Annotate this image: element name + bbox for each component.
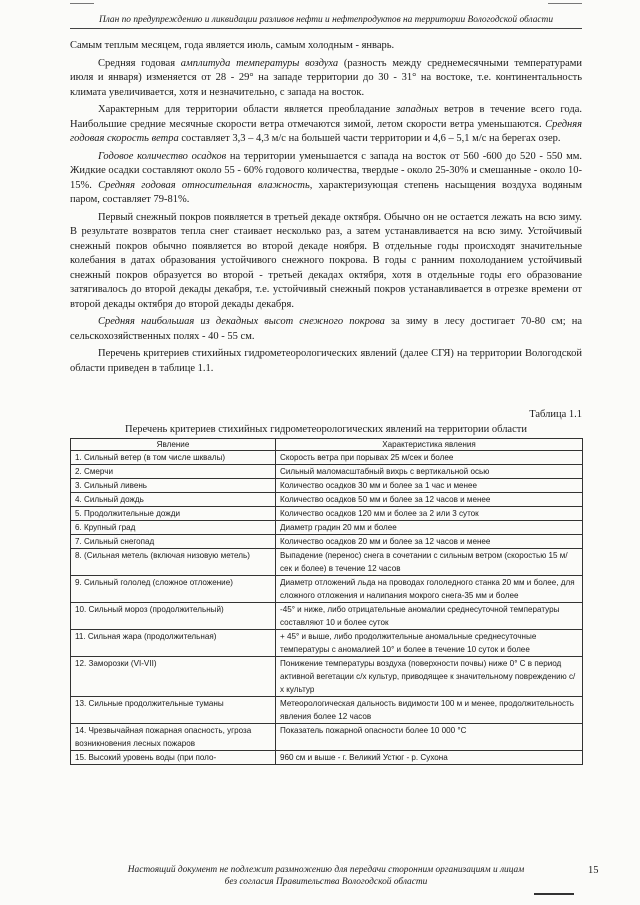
characteristic-cell: Количество осадков 30 мм и более за 1 час и менее	[276, 479, 583, 493]
table-row	[71, 630, 583, 657]
text-run: Перечень критериев стихийных гидрометеорологических явлений (далее СГЯ) на территории Вологодской области приведен в таблице 1.1.	[70, 348, 582, 374]
table-row	[71, 451, 583, 465]
table-row	[71, 507, 583, 521]
italic-run: Средняя наибольшая из декадных высот снежного покрова	[98, 316, 385, 327]
phenomenon-cell: 11. Сильная жара (продолжительная)	[71, 630, 276, 657]
italic-run: амплитуда температуры воздуха	[180, 57, 339, 69]
phenomenon-cell: 10. Сильный мороз (продолжительный)	[71, 603, 276, 630]
text-run: Средняя годовая	[98, 57, 181, 69]
italic-run: Средняя годовая скорость ветра	[70, 118, 582, 144]
footer-line-2: без согласия Правительства Вологодской области	[224, 877, 428, 887]
text-run: ветров в течение всего года. Наибольшие средние месячные скорости ветра отмечаются зимой, летом скорости ветра уменьшаются.	[70, 104, 583, 130]
phenomenon-cell: 15. Высокий уровень воды (при поло-	[71, 751, 276, 765]
phenomenon-cell: 5. Продолжительные дожди	[71, 507, 276, 521]
paragraph	[70, 103, 582, 147]
table-row	[71, 535, 583, 549]
table-row	[71, 603, 583, 630]
body-text	[70, 39, 582, 379]
characteristic-cell: -45° и ниже, либо отрицательные аномалии среднесуточной температуры составляют 10 и более суток	[276, 603, 583, 630]
characteristic-cell: Количество осадков 20 мм и более за 12 часов и менее	[276, 535, 583, 549]
table-row	[71, 724, 583, 751]
table-row	[71, 549, 583, 576]
characteristic-cell: Количество осадков 120 мм и более за 2 или 3 суток	[276, 507, 583, 521]
header-phenomenon: Явление	[71, 439, 276, 451]
text-run: на территории уменьшается с запада на восток от 560 -600 до 520 - 550 мм. Жидкие осадки составляют около 55 - 60% годового количества, твердые - около 25-30% и смешанные - около 10-15%.	[70, 150, 582, 191]
table-row	[71, 479, 583, 493]
table-row	[71, 465, 583, 479]
phenomenon-cell: 4. Сильный дождь	[71, 493, 276, 507]
phenomenon-cell: 9. Сильный гололед (сложное отложение)	[71, 576, 276, 603]
table-caption: Перечень критериев стихийных гидрометеорологических явлений на территории области	[125, 424, 527, 435]
phenomenon-cell: 12. Заморозки (VI-VII)	[71, 657, 276, 697]
characteristic-cell: Диаметр градин 20 мм и более	[276, 521, 583, 535]
phenomenon-cell: 2. Смерчи	[71, 465, 276, 479]
characteristic-cell: Количество осадков 50 мм и более за 12 часов и менее	[276, 493, 583, 507]
paragraph	[70, 315, 582, 344]
phenomenon-cell: 3. Сильный ливень	[71, 479, 276, 493]
characteristic-cell: Диаметр отложений льда на проводах гололедного станка 20 мм и более, для сложного отложения и налипания мокрого снега-35 мм и более	[276, 576, 583, 603]
characteristic-cell: Выпадение (перенос) снега в сочетании с сильным ветром (скоростью 15 м/сек и более) в течение 12 часов	[276, 549, 583, 576]
page-number: 15	[588, 865, 599, 876]
text-run: Самым теплым месяцем, года является июль, самым холодным - январь.	[70, 40, 395, 51]
phenomenon-cell: 8. (Сильная метель (включая низовую метель)	[71, 549, 276, 576]
italic-run: Средняя годовая относительная влажность,	[98, 179, 313, 191]
table-row	[71, 697, 583, 724]
phenomenon-cell: 7. Сильный снегопад	[71, 535, 276, 549]
header-rule	[70, 28, 582, 29]
table-header-row	[71, 439, 583, 451]
paragraph	[70, 57, 582, 101]
scan-mark-top-right	[548, 3, 582, 4]
characteristic-cell: Сильный маломасштабный вихрь с вертикальной осью	[276, 465, 583, 479]
criteria-table	[70, 438, 583, 765]
paragraph	[70, 150, 582, 208]
text-run: характеризующая степень насыщения воздуха водяным паром, составляет 79-81%.	[70, 179, 582, 205]
text-run: Первый снежный покров появляется в третьей декаде октября. Обычно он не остается лежать на всю зиму. В результате возвратов тепла снег стаивает несколько раз, а затем устанавливается на всю зиму. Устойчивый снежный покров обычно появляется во второй декаде ноября. В отдельные годы происходят значительные колебания в датах образования устойчивого снежного покрова. В годы с ранним похолоданием устойчивый снежный покров образуется во второй - третьей декадах октября, хотя в отдельные годы его образование затягивалось до второй декады декабря, т.е. устойчивый снежный покров устанавливается в отрезке времени от второй декады октября до второй декады декабря.	[70, 211, 582, 310]
footer-notice	[70, 864, 582, 888]
characteristic-cell: 960 см и выше - г. Великий Устюг - р. Сухона	[276, 751, 583, 765]
table-number: Таблица 1.1	[529, 409, 582, 420]
text-run: (разность между среднемесячными температурами июля и января) изменяется от 28 - 29° на западе территории до 30 - 31° на востоке, т.е. континентальность климата увеличивается, хотя и незначительно, с запада на восток.	[70, 57, 583, 98]
characteristic-cell: Скорость ветра при порывах 25 м/сек и более	[276, 451, 583, 465]
table-row	[71, 493, 583, 507]
phenomenon-cell: 13. Сильные продолжительные туманы	[71, 697, 276, 724]
phenomenon-cell: 1. Сильный ветер (в том числе шквалы)	[71, 451, 276, 465]
table-row	[71, 576, 583, 603]
table-row	[71, 751, 583, 765]
paragraph	[70, 39, 582, 54]
characteristic-cell: Метеорологическая дальность видимости 100 м и менее, продолжительность явления более 12 часов	[276, 697, 583, 724]
header-characteristic: Характеристика явления	[276, 439, 583, 451]
italic-run: западных	[396, 104, 439, 115]
characteristic-cell: Показатель пожарной опасности более 10 000 °С	[276, 724, 583, 751]
table-row	[71, 657, 583, 697]
text-run: составляет 3,3 – 4,3 м/с на большей части территории и 4,6 – 5,1 м/с на берегах озер.	[178, 133, 561, 144]
paragraph	[70, 211, 582, 313]
table-row	[71, 521, 583, 535]
scan-mark-bottom-right	[534, 893, 574, 895]
footer-line-1: Настоящий документ не подлежит размножению для передачи сторонним организациям и лицам	[127, 865, 525, 875]
text-run: Характерным для территории области является преобладание	[98, 104, 397, 115]
characteristic-cell: Понижение температуры воздуха (поверхности почвы) ниже 0° С в период активной вегетации с/х культур, приводящее к значительному повреждению с/х культур	[276, 657, 583, 697]
phenomenon-cell: 14. Чрезвычайная пожарная опасность, угроза возникновения лесных пожаров	[71, 724, 276, 751]
characteristic-cell: + 45° и выше, либо продолжительные аномальные среднесуточные температуры с аномалией 10° и более в течение 10 суток и более	[276, 630, 583, 657]
scan-mark-top-left	[70, 3, 94, 4]
table-body	[71, 451, 583, 765]
text-run: за зиму в лесу достигает 70-80 см; на сельскохозяйственных полях - 40 - 55 см.	[70, 316, 582, 342]
phenomenon-cell: 6. Крупный град	[71, 521, 276, 535]
paragraph	[70, 347, 582, 376]
italic-run: Годовое количество осадков	[98, 150, 227, 162]
running-header: План по предупреждению и ликвидации разливов нефти и нефтепродуктов на территории Вологодской области	[98, 15, 554, 25]
